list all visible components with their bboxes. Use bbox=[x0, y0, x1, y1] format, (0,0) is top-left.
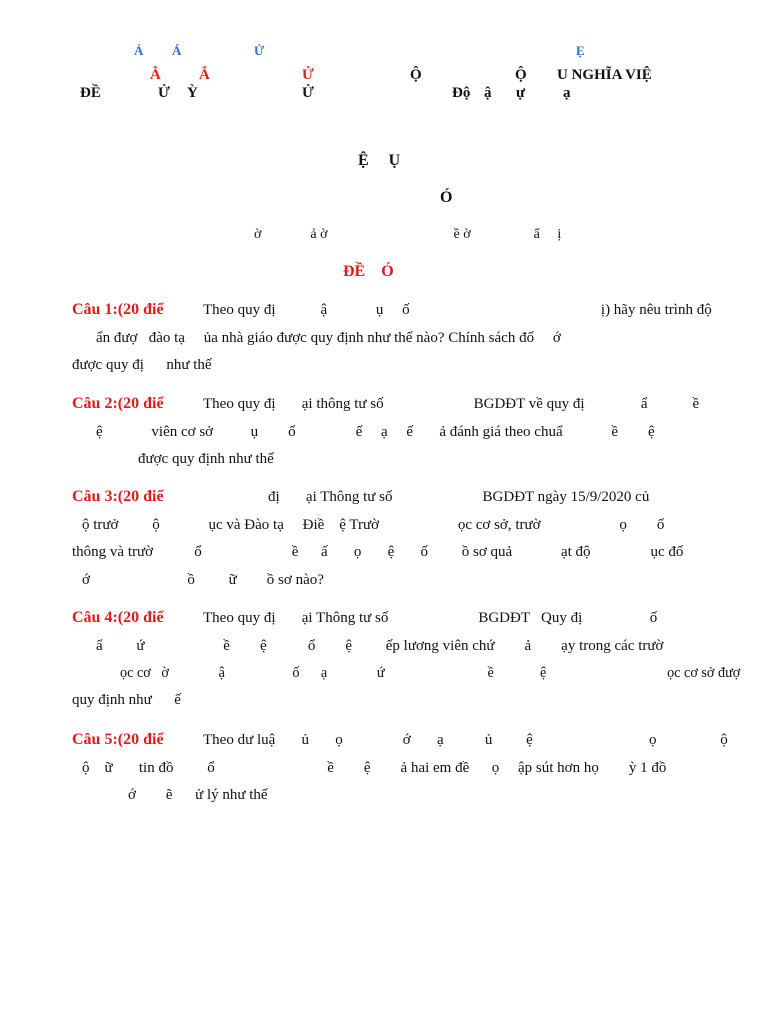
question-line: ọc cơ ờ ậ ố ạ ứ ề ệ ọc cơ sở đượ bbox=[120, 665, 741, 681]
document-title: Ệ Ụ bbox=[358, 152, 401, 169]
header-fragment: Ử bbox=[302, 67, 314, 83]
header-fragment: ự bbox=[516, 85, 526, 101]
header-fragment: Ỳ bbox=[187, 85, 198, 101]
document-subtitle: Ó bbox=[440, 189, 453, 206]
header-fragment: Á bbox=[172, 43, 182, 58]
header-fragment: ậ bbox=[484, 85, 492, 101]
question-line: được quy đị như thế bbox=[72, 357, 212, 373]
question-line: Theo quy đị ại thông tư số BGDĐT về quy đị ẩ ề bbox=[203, 396, 700, 412]
header-fragment: ĐỀ bbox=[80, 85, 101, 101]
question-line: ớ ẽ ử lý như thế bbox=[128, 787, 268, 803]
header-fragment: Ẹ bbox=[576, 43, 585, 58]
header-fragment: Ộ bbox=[410, 67, 422, 83]
question-line: ẩ ứ ề ệ ổ ệ ếp lương viên chứ ả ạy trong các trườ bbox=[96, 638, 664, 654]
header-fragment: Ắ bbox=[199, 67, 210, 83]
question-line: Theo quy đị ậ ụ ố ị) hãy nêu trình độ bbox=[203, 302, 712, 318]
header-fragment: Ằ bbox=[150, 67, 161, 83]
question-line: thông và trườ ổ ề ấ ọ ệ ố ồ sơ quả ạt độ ục đố bbox=[72, 544, 684, 560]
question-label: Câu 3:(20 điể bbox=[72, 488, 164, 505]
header-fragment: Ử bbox=[254, 43, 265, 58]
header-fragment: Ử bbox=[302, 85, 314, 101]
question-line: ẩn đượ đào tạ ủa nhà giáo được quy định như thế nào? Chính sách đố ớ bbox=[96, 330, 561, 346]
question-line: ệ viên cơ sở ụ ổ ế ạ ế ả đánh giá theo chuẩ ề ệ bbox=[96, 424, 655, 440]
question-label: Câu 1:(20 điể bbox=[72, 301, 164, 318]
exam-heading: ĐỀ Ó bbox=[343, 263, 394, 280]
question-line: ộ trưở ộ ục và Đào tạ Điề ệ Trườ ọc cơ sở, trườ ọ ổ bbox=[82, 517, 665, 533]
question-line: Theo quy đị ại Thông tư số BGDĐT Quy đị ố bbox=[203, 610, 658, 626]
question-line: được quy định như thế bbox=[138, 451, 274, 467]
question-line: Theo dư luậ ủ ọ ớ ạ ủ ệ ọ ộ bbox=[203, 732, 728, 748]
question-line: ộ ữ tin đồ ổ ề ệ ả hai em đề ọ ập sút hơn họ ỳ 1 đồ bbox=[82, 760, 667, 776]
question-line: quy định như ế bbox=[72, 692, 181, 708]
question-label: Câu 2:(20 điể bbox=[72, 395, 164, 412]
header-fragment: U NGHĨA VIỆ bbox=[557, 67, 652, 83]
question-label: Câu 5:(20 điể bbox=[72, 731, 164, 748]
question-line: ớ ồ ữ ồ sơ nào? bbox=[82, 572, 324, 588]
header-fragment: Độ bbox=[452, 85, 471, 101]
question-label: Câu 4:(20 điể bbox=[72, 609, 164, 626]
question-line: đị ại Thông tư số BGDĐT ngày 15/9/2020 củ bbox=[268, 489, 650, 505]
header-fragment: Ử bbox=[158, 85, 170, 101]
header-fragment: Ả bbox=[134, 43, 144, 58]
header-fragment: ạ bbox=[563, 85, 571, 101]
exam-info-line: ờ ả ờ ề ờ ẩ ị bbox=[254, 227, 562, 242]
header-fragment: Ộ bbox=[515, 67, 527, 83]
